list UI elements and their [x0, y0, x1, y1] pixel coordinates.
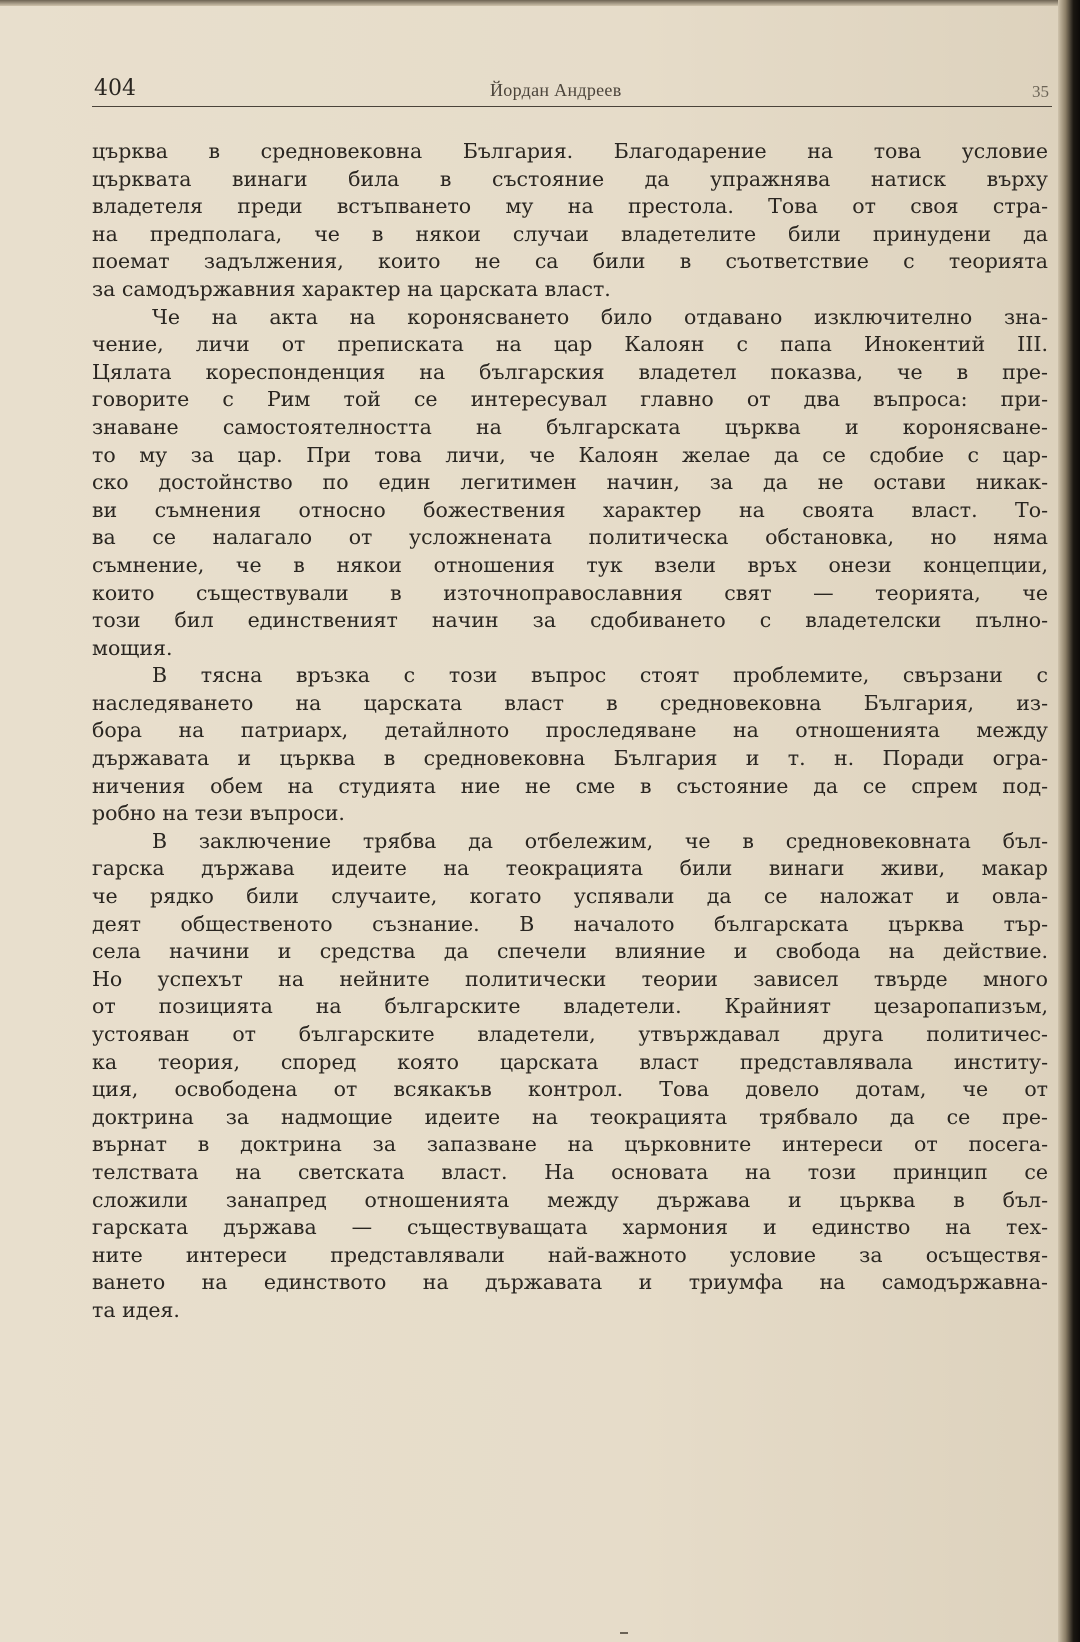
text-line: върнат в доктрина за запазване на църковните интереси от посега-	[92, 1132, 1048, 1157]
paragraph-start: Че на акта на коронясването било отдавано изключително зна-	[152, 304, 1048, 329]
book-spine-shadow	[1058, 0, 1080, 1642]
text-line: за самодържавния характер на царската власт.	[92, 276, 611, 301]
text-line: наследяването на царската власт в средновековна България, из-	[92, 690, 1048, 715]
text-line: Цялата кореспонденция на българския владетел показва, че в пре-	[92, 359, 1048, 384]
text-line: деят общественото съзнание. В началото българската църква тър-	[92, 911, 1048, 936]
text-line: ка теория, според която царската власт представлявала институ-	[92, 1049, 1048, 1074]
text-line: от позицията на българските владетели. Крайният цезаропапизъм,	[92, 994, 1048, 1019]
text-line: на предполага, че в някои случаи владетелите били принудени да	[92, 221, 1048, 246]
header-right-fragment: 35	[1032, 82, 1049, 101]
text-line: мощия.	[92, 635, 173, 660]
text-line: бора на патриарх, детайлното проследяване на отношенията между	[92, 718, 1048, 743]
text-line: чение, личи от преписката на цар Калоян с папа Инокентий III.	[92, 332, 1048, 357]
text-line: поемат задължения, които не са били в съответствие с теорията	[92, 249, 1048, 274]
text-line: ция, освободена от всякакъв контрол. Това довело дотам, че от	[92, 1077, 1048, 1102]
text-line: говорите с Рим той се интересувал главно от два въпроса: при-	[92, 387, 1048, 412]
header-rule	[92, 106, 1052, 107]
text-line: робно на тези въпроси.	[92, 801, 345, 826]
text-line: църква в средновековна България. Благодарение на това условие	[92, 139, 1048, 163]
text-line: държавата и църква в средновековна България и т. н. Поради огра-	[92, 746, 1048, 771]
running-head: Йордан Андреев	[490, 80, 622, 100]
page-header	[92, 76, 1058, 106]
text-line: ско достойнство по един легитимен начин, за да не остави никак-	[92, 470, 1048, 495]
text-line: то му за цар. При това личи, че Калоян желае да се сдобие с цар-	[92, 442, 1048, 467]
text-line: ването на единството на държавата и триумфа на самодържавна-	[92, 1270, 1048, 1295]
text-line: сложили занапред отношенията между държава и църква в бъл-	[92, 1187, 1048, 1212]
text-line: съмнение, че в някои отношения тук взели връх онези концепции,	[92, 552, 1048, 577]
text-line: които съществували в източноправославния свят — теорията, че	[92, 580, 1048, 605]
page-top-edge	[0, 0, 1058, 6]
paragraph-start: В заключение трябва да отбележим, че в средновековната бъл-	[152, 828, 1048, 853]
text-line: устояван от българските владетели, утвърждавал друга политичес-	[92, 1022, 1048, 1046]
text-line: ните интереси представлявали най-важното условие за осъществя-	[92, 1242, 1048, 1267]
text-line: владетеля преди встъпването му на престола. Това от своя стра-	[92, 194, 1048, 219]
text-line: ничения обем на студията ние не сме в състояние да се спрем под-	[92, 773, 1048, 798]
text-line: този бил единственият начин за сдобиването с владетелски пълно-	[92, 608, 1048, 633]
text-line: Но успехът на нейните политически теории зависел твърде много	[92, 966, 1048, 991]
text-line: доктрина за надмощие идеите на теокрацията трябвало да се пре-	[92, 1104, 1048, 1129]
text-line: църквата винаги била в състояние да упражнява натиск върху	[92, 166, 1048, 191]
body-text	[92, 138, 1048, 1325]
text-line: ви съмнения относно божествения характер на своята власт. То-	[92, 497, 1048, 522]
paragraph-start: В тясна връзка с този въпрос стоят проблемите, свързани с	[152, 663, 1048, 688]
text-line: села начини и средства да спечели влияние и свобода на действие.	[92, 939, 1048, 964]
text-line: та идея.	[92, 1297, 180, 1322]
page-footer-mark	[620, 1632, 628, 1634]
text-line: гарската държава — съществуващата хармония и единство на тех-	[92, 1215, 1048, 1240]
page-number: 404	[94, 76, 136, 101]
text-line: ва се налагало от усложнената политическа обстановка, но няма	[92, 525, 1048, 550]
text-line: че рядко били случаите, когато успявали да се наложат и овла-	[92, 884, 1048, 909]
text-line: знаване самостоятелността на българската църква и коронясване-	[92, 414, 1048, 439]
text-line: телствата на светската власт. На основата на този принцип се	[92, 1159, 1048, 1184]
text-line: гарска държава идеите на теокрацията били винаги живи, макар	[92, 856, 1048, 881]
